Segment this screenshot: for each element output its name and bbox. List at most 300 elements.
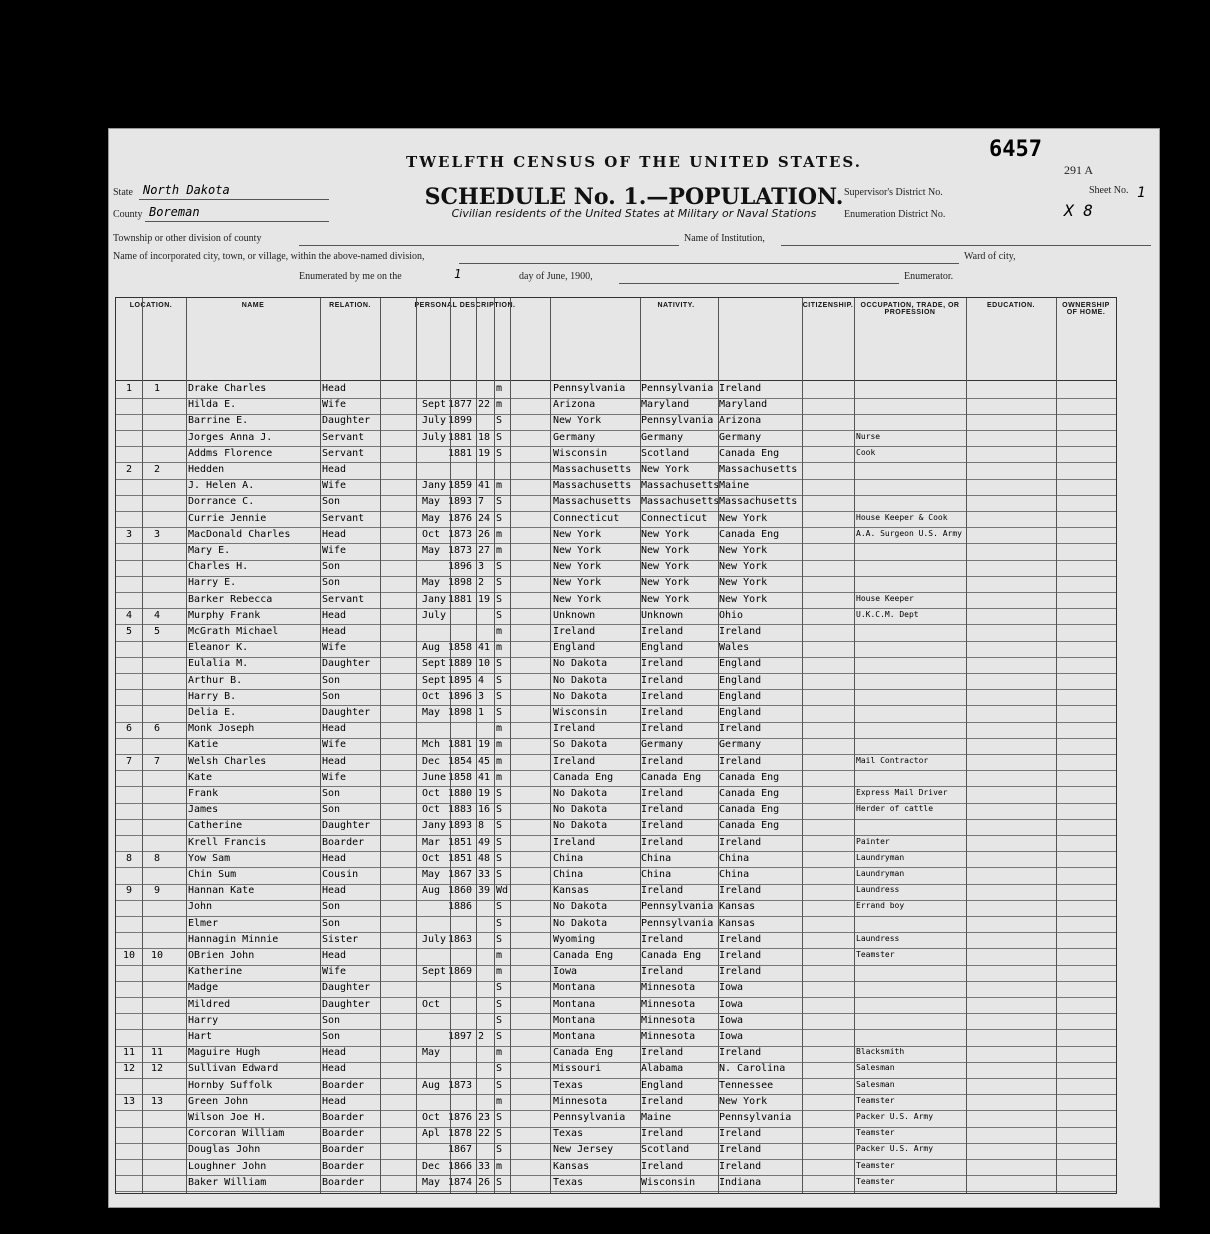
- cell-occ: Teamster: [856, 1095, 895, 1105]
- cell-dw: 10: [122, 950, 136, 961]
- cell-name: Katherine: [188, 966, 243, 978]
- cell-fbp: Maine: [641, 1112, 672, 1123]
- cell-fbp: Ireland: [641, 658, 684, 670]
- cell-by: 1858: [448, 642, 473, 654]
- cell-name: Sullivan Edward: [188, 1063, 279, 1075]
- cell-bp: Wisconsin: [553, 707, 608, 718]
- cell-fbp: Pennsylvania: [641, 901, 714, 913]
- cell-fbp: Canada Eng: [641, 771, 702, 783]
- cell-occ: Laundress: [856, 933, 900, 943]
- cell-dw: 2: [125, 464, 133, 475]
- cell-rel: Son: [322, 917, 341, 929]
- cell-bp: No Dakota: [553, 901, 608, 913]
- cell-rel: Son: [322, 788, 341, 799]
- cell-fbp: China: [641, 869, 672, 880]
- cell-fam: 13: [150, 1095, 164, 1107]
- cell-rel: Son: [322, 901, 341, 913]
- cell-bm: Oct: [422, 852, 441, 864]
- cell-bm: Sept: [422, 966, 447, 978]
- cell-dw: 12: [122, 1063, 136, 1075]
- cell-mbp: Ireland: [719, 885, 762, 897]
- cell-dw: 7: [125, 755, 133, 767]
- cell-by: 1877: [448, 399, 473, 411]
- cell-bp: China: [553, 852, 584, 864]
- cell-fbp: Ireland: [641, 755, 684, 767]
- cell-mbp: Iowa: [719, 1031, 744, 1042]
- cell-occ: House Keeper & Cook: [856, 512, 948, 522]
- cell-rel: Head: [322, 1047, 347, 1059]
- cell-fam: 5: [153, 626, 161, 637]
- cell-fam: 1: [153, 383, 161, 394]
- cell-ms: S: [496, 1079, 503, 1091]
- cell-rel: Wife: [322, 642, 347, 654]
- cell-mbp: Ireland: [719, 1160, 762, 1172]
- cell-bm: May: [422, 545, 441, 556]
- cell-bp: No Dakota: [553, 674, 608, 686]
- cell-fam: 6: [153, 723, 161, 735]
- cell-mbp: China: [719, 869, 750, 880]
- schedule-subtitle: Civilian residents of the United States at Military or Naval Stations: [451, 207, 817, 220]
- cell-age: 7: [478, 496, 485, 508]
- cell-bm: Oct: [422, 804, 441, 816]
- cell-bm: Sept: [422, 658, 447, 670]
- enumerator-label: Enumerator.: [904, 271, 954, 282]
- cell-name: Arthur B.: [188, 674, 243, 686]
- cell-bp: Massachusetts: [553, 464, 632, 475]
- cell-by: 1851: [448, 852, 473, 864]
- cell-rel: Head: [322, 852, 347, 864]
- cell-mbp: Kansas: [719, 917, 756, 929]
- cell-bp: Montana: [553, 1031, 596, 1042]
- cell-fam: 9: [153, 885, 161, 897]
- cell-occ: Salesman: [856, 1063, 895, 1073]
- cell-name: MacDonald Charles: [188, 528, 291, 540]
- cell-fam: 8: [153, 852, 161, 864]
- cell-name: Murphy Frank: [188, 609, 261, 621]
- cell-age: 16: [478, 804, 491, 816]
- cell-fbp: Scotland: [641, 447, 690, 459]
- cell-rel: Daughter: [322, 998, 371, 1010]
- cell-ms: S: [496, 690, 503, 702]
- cell-fbp: England: [641, 642, 684, 654]
- cell-age: 19: [478, 739, 491, 751]
- cell-name: Loughner John: [188, 1160, 267, 1172]
- county-label: County: [113, 209, 143, 220]
- cell-fbp: Ireland: [641, 1160, 684, 1172]
- cell-bm: June: [422, 771, 447, 783]
- group-occupation: OCCUPATION, TRADE, OR PROFESSION: [854, 298, 967, 381]
- cell-occ: Laundryman: [856, 852, 905, 862]
- cell-occ: Teamster: [856, 950, 895, 959]
- cell-name: Wilson Joe H.: [188, 1112, 267, 1123]
- cell-fam: 3: [153, 528, 161, 540]
- cell-age: 3: [478, 690, 485, 702]
- cell-bp: Ireland: [553, 626, 596, 637]
- cell-rel: Head: [322, 885, 347, 897]
- cell-fbp: Minnesota: [641, 982, 696, 994]
- cell-ms: m: [496, 1095, 503, 1107]
- group-personal: PERSONAL DESCRIPTION.: [380, 298, 551, 381]
- cell-ms: m: [496, 755, 503, 767]
- sheet-label: Sheet No.: [1089, 185, 1129, 196]
- cell-bp: Texas: [553, 1176, 584, 1188]
- cell-mbp: Canada Eng: [719, 804, 780, 816]
- cell-bp: China: [553, 869, 584, 880]
- cell-ms: m: [496, 723, 503, 735]
- cell-mbp: N. Carolina: [719, 1063, 786, 1075]
- cell-mbp: Germany: [719, 739, 762, 751]
- cell-by: 1858: [448, 771, 473, 783]
- cell-name: Green John: [188, 1095, 249, 1107]
- cell-bm: Sept: [422, 674, 447, 686]
- cell-ms: S: [496, 609, 503, 621]
- cell-by: 1893: [448, 496, 473, 508]
- cell-fam: 10: [150, 950, 164, 961]
- cell-age: 19: [478, 593, 491, 605]
- cell-bp: Texas: [553, 1079, 584, 1091]
- cell-ms: S: [496, 415, 503, 427]
- cell-bp: Ireland: [553, 755, 596, 767]
- cell-ms: S: [496, 788, 503, 799]
- cell-ms: S: [496, 593, 503, 605]
- cell-by: 1873: [448, 528, 473, 540]
- cell-by: 1867: [448, 869, 473, 880]
- cell-bm: May: [422, 1176, 441, 1188]
- cell-name: Dorrance C.: [188, 496, 255, 508]
- cell-fbp: Ireland: [641, 788, 684, 799]
- cell-name: Katie: [188, 739, 219, 751]
- cell-by: 1883: [448, 804, 473, 816]
- cell-ms: m: [496, 528, 503, 540]
- cell-age: 41: [478, 771, 491, 783]
- cell-ms: S: [496, 998, 503, 1010]
- cell-fbp: Massachusetts: [641, 480, 720, 492]
- cell-name: Eleanor K.: [188, 642, 249, 654]
- cell-name: Harry E.: [188, 577, 237, 589]
- cell-mbp: New York: [719, 577, 768, 589]
- cell-by: 1893: [448, 820, 473, 832]
- cell-by: 1881: [448, 739, 473, 751]
- cell-ms: m: [496, 383, 503, 394]
- cell-age: 22: [478, 1128, 491, 1140]
- cell-age: 39: [478, 885, 491, 897]
- cell-mbp: Indiana: [719, 1176, 762, 1188]
- cell-ms: S: [496, 1128, 503, 1140]
- cell-bm: May: [422, 1047, 441, 1059]
- cell-bp: No Dakota: [553, 658, 608, 670]
- cell-name: Mary E.: [188, 545, 231, 556]
- cell-rel: Boarder: [322, 1128, 365, 1140]
- cell-fbp: New York: [641, 593, 690, 605]
- schedule-title: SCHEDULE No. 1.—POPULATION.: [424, 184, 844, 210]
- cell-ms: m: [496, 480, 503, 492]
- cell-bm: Dec: [422, 1160, 441, 1172]
- cell-bm: Oct: [422, 998, 441, 1010]
- cell-occ: Teamster: [856, 1128, 895, 1138]
- cell-fbp: New York: [641, 561, 690, 573]
- cell-rel: Cousin: [322, 869, 359, 880]
- cell-fbp: England: [641, 1079, 684, 1091]
- cell-bp: Wyoming: [553, 933, 596, 945]
- cell-ms: S: [496, 933, 503, 945]
- cell-occ: Errand boy: [856, 901, 905, 911]
- cell-bm: Aug: [422, 642, 441, 654]
- cell-age: 23: [478, 1112, 491, 1123]
- cell-dw: 9: [125, 885, 133, 897]
- cell-bp: New York: [553, 593, 602, 605]
- cell-bp: Germany: [553, 431, 596, 443]
- cell-bp: Massachusetts: [553, 480, 632, 492]
- cell-dw: 11: [122, 1047, 136, 1059]
- cell-name: Barrine E.: [188, 415, 249, 427]
- cell-name: Harry: [188, 1014, 219, 1026]
- cell-occ: Cook: [856, 447, 876, 457]
- cell-fbp: New York: [641, 464, 690, 475]
- cell-name: Yow Sam: [188, 852, 231, 864]
- state-value: North Dakota: [143, 183, 230, 197]
- cell-mbp: Arizona: [719, 415, 762, 427]
- cell-fam: 2: [153, 464, 161, 475]
- cell-fbp: Massachusetts: [641, 496, 720, 508]
- cell-by: 1869: [448, 966, 473, 978]
- cell-name: Chin Sum: [188, 869, 237, 880]
- cell-dw: 1: [125, 383, 133, 394]
- cell-age: 41: [478, 480, 491, 492]
- cell-rel: Wife: [322, 771, 347, 783]
- cell-fbp: Ireland: [641, 690, 684, 702]
- cell-bp: Connecticut: [553, 512, 620, 524]
- cell-dw: 8: [125, 852, 133, 864]
- cell-by: 1873: [448, 1079, 473, 1091]
- cell-rel: Head: [322, 528, 347, 540]
- cell-mbp: England: [719, 658, 762, 670]
- cell-ms: m: [496, 771, 503, 783]
- cell-by: 1878: [448, 1128, 473, 1140]
- cell-by: 1886: [448, 901, 473, 913]
- cell-ms: S: [496, 512, 503, 524]
- cell-mbp: Canada Eng: [719, 820, 780, 832]
- cell-bp: Kansas: [553, 1160, 590, 1172]
- group-location: LOCATION.: [116, 298, 187, 381]
- cell-rel: Son: [322, 674, 341, 686]
- cell-name: McGrath Michael: [188, 626, 279, 637]
- cell-rel: Boarder: [322, 1144, 365, 1156]
- cell-rel: Boarder: [322, 1112, 365, 1123]
- cell-name: Currie Jennie: [188, 512, 267, 524]
- cell-mbp: Canada Eng: [719, 528, 780, 540]
- day-label: day of June, 1900,: [519, 271, 593, 282]
- cell-fbp: Ireland: [641, 820, 684, 832]
- cell-rel: Boarder: [322, 836, 365, 848]
- cell-bp: Ireland: [553, 723, 596, 735]
- cell-rel: Wife: [322, 399, 347, 411]
- cell-fbp: New York: [641, 545, 690, 556]
- cell-by: 1876: [448, 512, 473, 524]
- cell-dw: 5: [125, 626, 133, 637]
- cell-ms: S: [496, 658, 503, 670]
- cell-by: 1899: [448, 415, 473, 427]
- cell-bp: New York: [553, 528, 602, 540]
- cell-age: 18: [478, 431, 491, 443]
- cell-rel: Son: [322, 496, 341, 508]
- cell-rel: Servant: [322, 593, 365, 605]
- cell-age: 1: [478, 707, 485, 718]
- cell-fbp: Scotland: [641, 1144, 690, 1156]
- supervisor-label: Supervisor's District No.: [844, 187, 943, 198]
- cell-rel: Boarder: [322, 1079, 365, 1091]
- cell-rel: Son: [322, 577, 341, 589]
- cell-bm: Dec: [422, 755, 441, 767]
- cell-bm: July: [422, 933, 447, 945]
- cell-dw: 6: [125, 723, 133, 735]
- cell-fbp: New York: [641, 577, 690, 589]
- cell-bm: May: [422, 577, 441, 589]
- cell-mbp: Massachusetts: [719, 464, 798, 475]
- cell-ms: m: [496, 545, 503, 556]
- cell-occ: Painter: [856, 836, 890, 846]
- cell-bp: Pennsylvania: [553, 1112, 626, 1123]
- cell-mbp: Kansas: [719, 901, 756, 913]
- cell-rel: Head: [322, 950, 347, 961]
- cell-bp: So Dakota: [553, 739, 608, 751]
- cell-mbp: Germany: [719, 431, 762, 443]
- cell-rel: Servant: [322, 431, 365, 443]
- cell-fbp: Ireland: [641, 707, 684, 718]
- cell-fbp: Germany: [641, 431, 684, 443]
- cell-fbp: Ireland: [641, 966, 684, 978]
- institution-label: Name of Institution,: [684, 233, 765, 244]
- cell-rel: Head: [322, 723, 347, 735]
- cell-name: Krell Francis: [188, 836, 267, 848]
- cell-name: J. Helen A.: [188, 480, 255, 492]
- cell-rel: Head: [322, 626, 347, 637]
- cell-mbp: Ohio: [719, 609, 744, 621]
- cell-bm: Jany: [422, 593, 447, 605]
- cell-dw: 13: [122, 1095, 136, 1107]
- cell-ms: S: [496, 447, 503, 459]
- cell-name: Mildred: [188, 998, 231, 1010]
- cell-mbp: Canada Eng: [719, 788, 780, 799]
- cell-mbp: Maine: [719, 480, 750, 492]
- cell-mbp: Iowa: [719, 1014, 744, 1026]
- cell-mbp: Ireland: [719, 933, 762, 945]
- cell-by: 1898: [448, 577, 473, 589]
- cell-age: 27: [478, 545, 491, 556]
- cell-bp: New York: [553, 545, 602, 556]
- cell-bm: May: [422, 496, 441, 508]
- group-ownership: OWNERSHIP OF HOME.: [1056, 298, 1116, 381]
- cell-mbp: Canada Eng: [719, 771, 780, 783]
- cell-ms: S: [496, 982, 503, 994]
- day-value: 1: [454, 267, 462, 281]
- cell-bp: Minnesota: [553, 1095, 608, 1107]
- cell-mbp: New York: [719, 545, 768, 556]
- cell-by: 1851: [448, 836, 473, 848]
- cell-ms: S: [496, 1031, 503, 1042]
- cell-rel: Daughter: [322, 658, 371, 670]
- census-sheet: [108, 128, 1160, 1208]
- cell-bp: Montana: [553, 998, 596, 1010]
- cell-dw: 4: [125, 609, 133, 621]
- cell-bp: No Dakota: [553, 804, 608, 816]
- cell-ms: m: [496, 966, 503, 978]
- cell-mbp: New York: [719, 593, 768, 605]
- cell-name: OBrien John: [188, 950, 255, 961]
- cell-name: Barker Rebecca: [188, 593, 273, 605]
- cell-rel: Wife: [322, 739, 347, 751]
- cell-name: Drake Charles: [188, 383, 267, 394]
- county-value: Boreman: [149, 205, 200, 219]
- cell-ms: m: [496, 950, 503, 961]
- cell-bm: May: [422, 512, 441, 524]
- cell-bp: Unknown: [553, 609, 596, 621]
- cell-fbp: Minnesota: [641, 1014, 696, 1026]
- cell-bm: Jany: [422, 480, 447, 492]
- cell-rel: Servant: [322, 512, 365, 524]
- cell-by: 1873: [448, 545, 473, 556]
- cell-by: 1880: [448, 788, 473, 799]
- cell-fbp: Minnesota: [641, 998, 696, 1010]
- population-table: [115, 297, 1117, 1194]
- cell-ms: m: [496, 1160, 503, 1172]
- cell-fbp: Germany: [641, 739, 684, 751]
- cell-fbp: Ireland: [641, 1095, 684, 1107]
- cell-rel: Son: [322, 804, 341, 816]
- cell-bm: July: [422, 415, 447, 427]
- cell-fbp: Ireland: [641, 1128, 684, 1140]
- cell-fbp: Ireland: [641, 1047, 684, 1059]
- cell-ms: S: [496, 901, 503, 913]
- cell-bm: Aug: [422, 885, 441, 897]
- cell-bp: No Dakota: [553, 690, 608, 702]
- cell-rel: Head: [322, 383, 347, 394]
- cell-bp: Canada Eng: [553, 950, 614, 961]
- cell-fbp: Ireland: [641, 723, 684, 735]
- cell-ms: S: [496, 1063, 503, 1075]
- cell-by: 1895: [448, 674, 473, 686]
- cell-bm: Mar: [422, 836, 441, 848]
- cell-name: Hornby Suffolk: [188, 1079, 273, 1091]
- city-label: Name of incorporated city, town, or village, within the above-named division,: [113, 251, 425, 262]
- cell-by: 1867: [448, 1144, 473, 1156]
- cell-name: Delia E.: [188, 707, 237, 718]
- ward-label: Ward of city,: [964, 251, 1016, 262]
- cell-rel: Wife: [322, 966, 347, 978]
- cell-occ: Nurse: [856, 431, 881, 441]
- cell-name: Harry B.: [188, 690, 237, 702]
- cell-rel: Wife: [322, 545, 347, 556]
- cell-mbp: Iowa: [719, 998, 744, 1010]
- cell-mbp: New York: [719, 561, 768, 573]
- cell-age: 4: [478, 674, 485, 686]
- cell-by: 1863: [448, 933, 473, 945]
- cell-bm: Jany: [422, 820, 447, 832]
- cell-mbp: Ireland: [719, 723, 762, 735]
- cell-by: 1897: [448, 1031, 473, 1042]
- cell-rel: Daughter: [322, 982, 371, 994]
- cell-mbp: Ireland: [719, 755, 762, 767]
- cell-mbp: Maryland: [719, 399, 768, 411]
- cell-ms: m: [496, 739, 503, 751]
- cell-name: Hilda E.: [188, 399, 237, 411]
- cell-mbp: New York: [719, 1095, 768, 1107]
- cell-bm: Oct: [422, 528, 441, 540]
- cell-name: Douglas John: [188, 1144, 261, 1156]
- cell-rel: Son: [322, 690, 341, 702]
- cell-age: 49: [478, 836, 491, 848]
- cell-fbp: Pennsylvania: [641, 917, 714, 929]
- cell-fbp: Ireland: [641, 885, 684, 897]
